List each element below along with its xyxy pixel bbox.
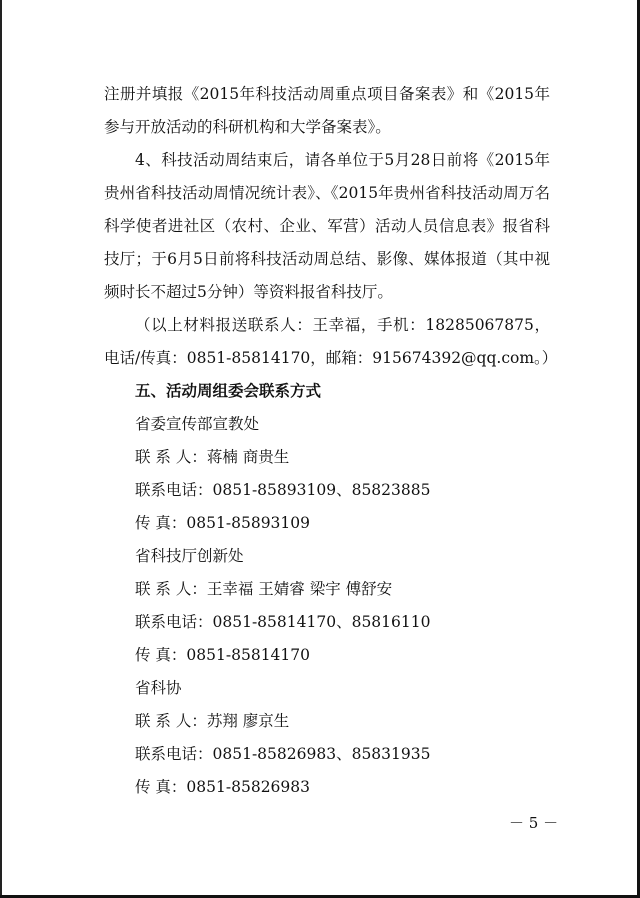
- org-block: [104, 672, 550, 804]
- org-fax: 传 真：0851-85893109: [135, 514, 311, 532]
- page-edge-left: [0, 0, 2, 898]
- paragraph-contact-note: （以上材料报送联系人：王幸福，手机：18285067875，电话/传真：0851-85814170，邮箱：915674392@qq.com。）: [104, 316, 558, 367]
- org-name: 省委宣传部宣教处: [135, 415, 260, 433]
- org-phone: 联系电话：0851-85826983、85831935: [135, 745, 431, 763]
- org-block: [104, 408, 550, 540]
- org-contact: 联 系 人：蒋楠 商贵生: [135, 448, 290, 466]
- org-name: 省科技厅创新处: [135, 547, 244, 565]
- org-fax: 传 真：0851-85814170: [135, 646, 311, 664]
- org-fax: 传 真：0851-85826983: [135, 778, 311, 796]
- page-number: － 5 －: [509, 814, 559, 832]
- section-heading: 五、活动周组委会联系方式: [135, 382, 322, 400]
- org-name: 省科协: [135, 679, 182, 697]
- org-contact: 联 系 人：王幸福 王婧睿 梁宇 傅舒安: [135, 580, 393, 598]
- paragraph-registration: 注册并填报《2015年科技活动周重点项目备案表》和《2015年参与开放活动的科研机构和大学备案表》。: [104, 85, 550, 136]
- document-body: [104, 78, 558, 804]
- org-contact: 联 系 人：苏翔 廖京生: [135, 712, 290, 730]
- org-phone: 联系电话：0851-85893109、85823885: [135, 481, 431, 499]
- paragraph-reporting: 4、科技活动周结束后，请各单位于5月28日前将《2015年贵州省科技活动周情况统计表》、《2015年贵州省科技活动周万名科学使者进社区（农村、企业、军营）活动人员信息表》报省科技厅；于6月5日前将科技活动周总结、影像、媒体报道（其中视频时长不超过5分钟）等资料报省科技厅。: [104, 151, 550, 301]
- org-block: [104, 540, 550, 672]
- org-phone: 联系电话：0851-85814170、85816110: [135, 613, 431, 631]
